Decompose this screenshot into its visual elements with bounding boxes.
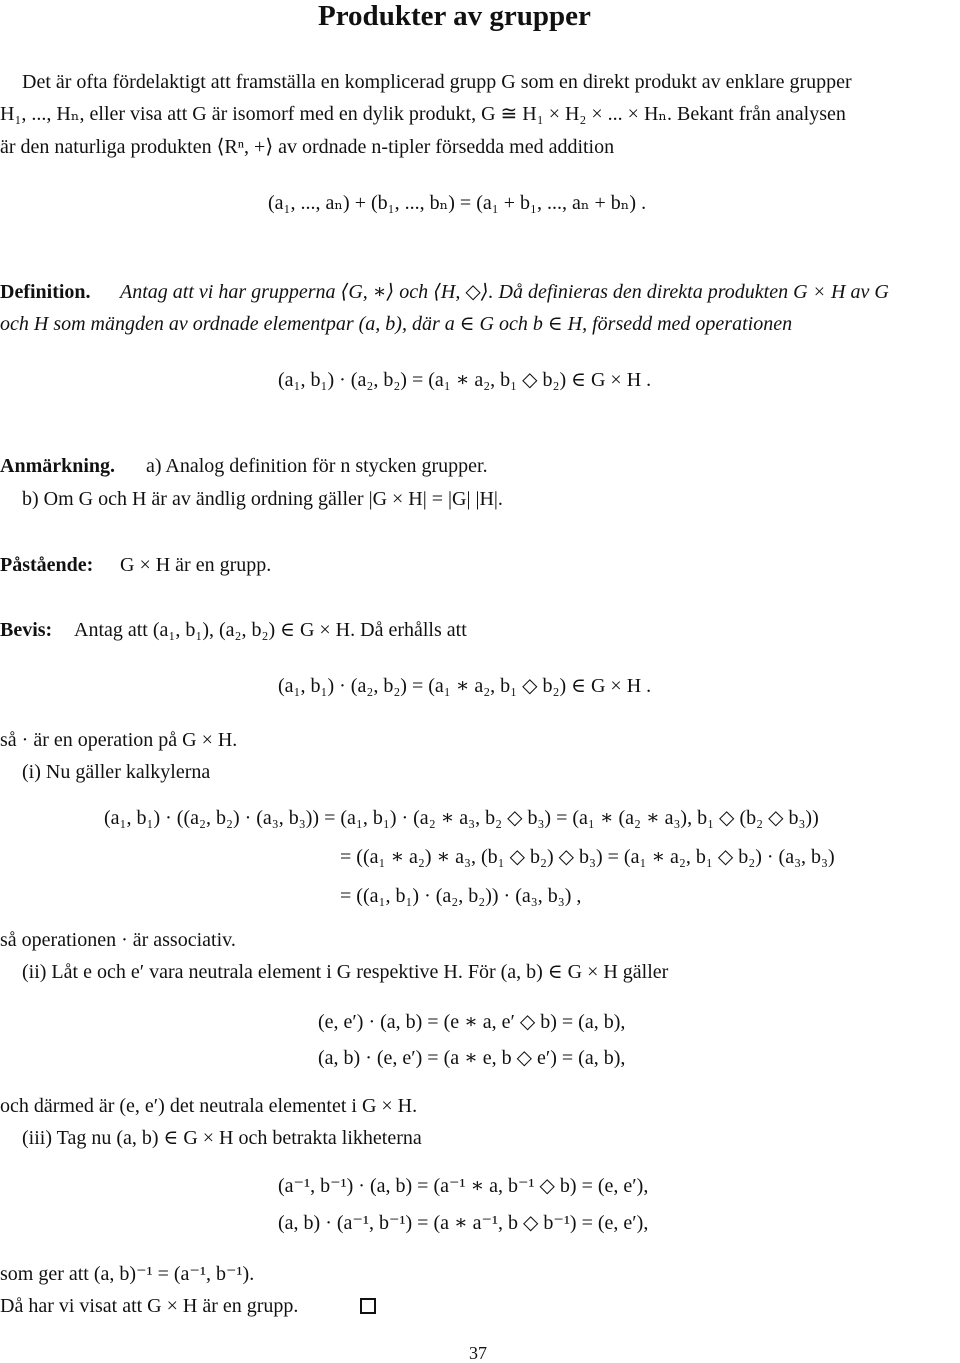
proof-equation-closure: (a₁, b₁) · (a₂, b₂) = (a₁ ∗ a₂, b₁ ◇ b₂) ∈ G × H . bbox=[278, 675, 652, 697]
intro-line-2: H₁, ..., Hₙ, eller visa att G är isomorf med en dylik produkt, G ≅ H₁ × H₂ × ... × Hₙ. Bekant från analysen bbox=[0, 103, 846, 125]
proof-intro: Antag att (a₁, b₁), (a₂, b₂) ∈ G × H. Då erhålls att bbox=[74, 619, 467, 641]
intro-line-1: Det är ofta fördelaktigt att framställa en komplicerad grupp G som en direkt produkt av enklare grupper bbox=[22, 71, 852, 93]
remark-label: Anmärkning. bbox=[0, 455, 116, 477]
definition-equation: (a₁, b₁) · (a₂, b₂) = (a₁ ∗ a₂, b₁ ◇ b₂) ∈ G × H . bbox=[278, 369, 652, 391]
claim-text: G × H är en grupp. bbox=[120, 554, 272, 576]
inverse-line-1: (a⁻¹, b⁻¹) · (a, b) = (a⁻¹ ∗ a, b⁻¹ ◇ b) = (e, e′), bbox=[278, 1175, 649, 1197]
proof-step-ii: (ii) Låt e och e′ vara neutrala element i G respektive H. För (a, b) ∈ G × H gäller bbox=[22, 961, 669, 983]
associativity-line-1: (a₁, b₁) · ((a₂, b₂) · (a₃, b₃)) = (a₁, b₁) · (a₂ ∗ a₃, b₂ ◇ b₃) = (a₁ ∗ (a₂ ∗ a₃), b₁ ◇ (b₂ ◇ b₃)) bbox=[104, 807, 819, 829]
page-title: Produkter av grupper bbox=[318, 0, 591, 32]
associativity-line-3: = ((a₁, b₁) · (a₂, b₂)) · (a₃, b₃) , bbox=[340, 885, 582, 907]
proof-final: Då har vi visat att G × H är en grupp. bbox=[0, 1295, 299, 1317]
inverse-line-2: (a, b) · (a⁻¹, b⁻¹) = (a ∗ a⁻¹, b ◇ b⁻¹) = (e, e′), bbox=[278, 1212, 649, 1234]
inverse-conclusion: som ger att (a, b)⁻¹ = (a⁻¹, b⁻¹). bbox=[0, 1263, 255, 1285]
claim-label: Påstående: bbox=[0, 554, 94, 576]
intro-line-3: är den naturliga produkten ⟨Rⁿ, +⟩ av ordnade n-tipler försedda med addition bbox=[0, 136, 615, 158]
definition-line-1: Antag att vi har grupperna ⟨G, ∗⟩ och ⟨H, ◇⟩. Då definieras den direkta produkten G × H av G bbox=[120, 281, 889, 303]
qed-box-icon bbox=[360, 1298, 376, 1314]
remark-b: b) Om G och H är av ändlig ordning gäller |G × H| = |G| |H|. bbox=[22, 488, 503, 510]
proof-closure-text: så · är en operation på G × H. bbox=[0, 729, 238, 751]
identity-conclusion: och därmed är (e, e′) det neutrala elementet i G × H. bbox=[0, 1095, 418, 1117]
proof-step-iii: (iii) Tag nu (a, b) ∈ G × H och betrakta likheterna bbox=[22, 1127, 422, 1149]
associativity-conclusion: så operationen · är associativ. bbox=[0, 929, 236, 951]
identity-line-2: (a, b) · (e, e′) = (a ∗ e, b ◇ e′) = (a, b), bbox=[318, 1047, 626, 1069]
proof-label: Bevis: bbox=[0, 619, 53, 641]
definition-line-2: och H som mängden av ordnade elementpar (a, b), där a ∈ G och b ∈ H, försedd med operationen bbox=[0, 313, 793, 335]
proof-step-i: (i) Nu gäller kalkylerna bbox=[22, 761, 211, 783]
associativity-line-2: = ((a₁ ∗ a₂) ∗ a₃, (b₁ ◇ b₂) ◇ b₃) = (a₁ ∗ a₂, b₁ ◇ b₂) · (a₃, b₃) bbox=[340, 846, 835, 868]
definition-label: Definition. bbox=[0, 281, 91, 303]
equation-addition: (a₁, ..., aₙ) + (b₁, ..., bₙ) = (a₁ + b₁, ..., aₙ + bₙ) . bbox=[268, 192, 647, 214]
identity-line-1: (e, e′) · (a, b) = (e ∗ a, e′ ◇ b) = (a, b), bbox=[318, 1011, 626, 1033]
page-number: 37 bbox=[469, 1343, 487, 1363]
remark-a: a) Analog definition för n stycken grupper. bbox=[146, 455, 488, 477]
